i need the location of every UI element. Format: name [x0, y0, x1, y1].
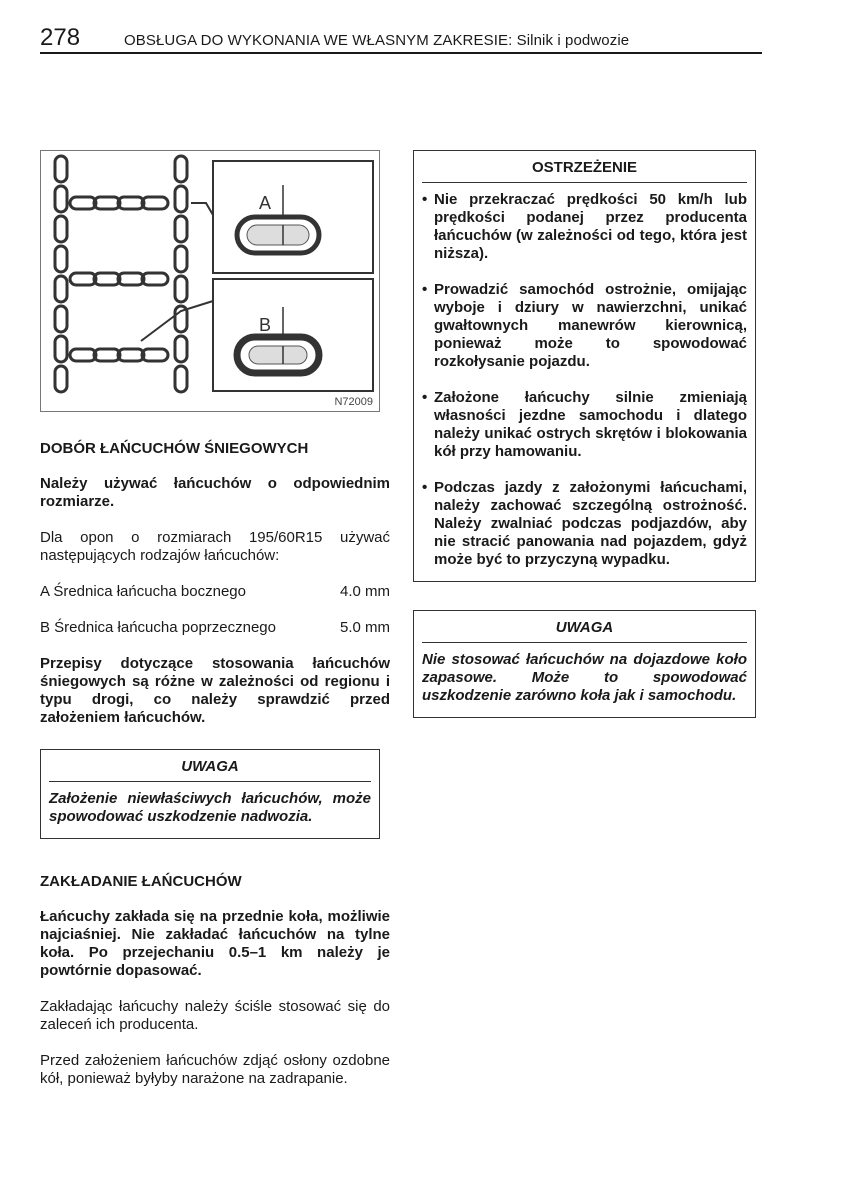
- dimension-value-b: 5.0 mm: [339, 619, 390, 636]
- page-number: 278: [40, 24, 81, 51]
- cross-chain-middle: [70, 273, 168, 285]
- dimension-row-b: [40, 619, 390, 637]
- paragraph-wheel-covers: Przed założeniem łańcuchów zdjąć osłony ozdobne kół, ponieważ byłyby narażone na zadrapanie.: [40, 1052, 390, 1087]
- bullet-icon: •: [422, 281, 428, 298]
- warning-title: OSTRZEŻENIE: [422, 151, 747, 183]
- side-chain-left: [55, 156, 67, 392]
- paragraph-size: Należy używać łańcuchów o odpowiednim rozmiarze.: [40, 475, 390, 510]
- warning-item: • Założone łańcuchy silnie zmieniają własności jezdne samochodu i dlatego należy unikać ostrych skrętów i blokowania kół przy hamowaniu.: [422, 389, 747, 460]
- warning-item: • Prowadzić samochód ostrożnie, omijając wyboje i dziury w nawierzchni, unikać gwałtownych manewrów kierownicą, ponieważ może to spowodować rozkołysanie pojazdu.: [422, 281, 747, 370]
- warning-item: • Nie przekraczać prędkości 50 km/h lub prędkości podanej przez producenta łańcuchów (w zależności od tego, która jest niższa).: [422, 191, 747, 262]
- dimension-label-b: B Średnica łańcucha poprzecznego: [40, 619, 276, 636]
- cross-chain-top: [70, 197, 168, 209]
- header-title: OBSŁUGA DO WYKONANIA WE WŁASNYM ZAKRESIE: Silnik i podwozie: [124, 32, 630, 49]
- section-heading-chain-mounting: ZAKŁADANIE ŁAŃCUCHÓW: [40, 873, 242, 890]
- notice-title: UWAGA: [422, 611, 747, 643]
- paragraph-regulations: Przepisy dotyczące stosowania łańcuchów śniegowych są różne w zależności od regionu i typu drogi, co należy sprawdzić przed założeniem łańcuchów.: [40, 655, 390, 726]
- header-rule: [40, 52, 762, 54]
- bullet-icon: •: [422, 191, 428, 208]
- page-header: [40, 24, 762, 54]
- paragraph-tire-size: Dla opon o rozmiarach 195/60R15 używać następujących rodzajów łańcuchów:: [40, 529, 390, 564]
- warning-item: • Podczas jazdy z założonymi łańcuchami, należy zachować szczególną ostrożność. Należy zwalniać podczas podjazdów, aby nie stracić panowania nad pojazdem, gdyż może być to przyczyną wypadku.: [422, 479, 747, 568]
- notice-title: UWAGA: [49, 750, 371, 782]
- paragraph-front-wheels: Łańcuchy zakłada się na przednie koła, możliwie najciaśniej. Nie zakładać łańcuchów na tylne koła. Po przejechaniu 0.5–1 km należy je powtórnie dopasować.: [40, 908, 390, 979]
- notice-box-body-damage: [40, 749, 380, 839]
- cross-chain-bottom: [70, 349, 168, 361]
- dimension-row-a: [40, 583, 390, 601]
- label-a: A: [259, 193, 272, 213]
- bullet-icon: •: [422, 389, 428, 406]
- warning-box: [413, 150, 756, 582]
- notice-text: Założenie niewłaściwych łańcuchów, może spowodować uszkodzenie nadwozia.: [49, 790, 371, 825]
- right-column: [413, 150, 756, 718]
- figure-code: N72009: [334, 396, 373, 408]
- paragraph-manufacturer: Zakładając łańcuchy należy ściśle stosować się do zaleceń ich producenta.: [40, 998, 390, 1033]
- notice-box-spare-wheel: [413, 610, 756, 718]
- label-b: B: [259, 315, 272, 335]
- chain-diagram: [41, 151, 379, 411]
- bullet-icon: •: [422, 479, 428, 496]
- notice-text: Nie stosować łańcuchów na dojazdowe koło zapasowe. Może to spowodować uszkodzenie zarówno koła jak i samochodu.: [422, 651, 747, 704]
- left-column: [40, 150, 390, 1088]
- side-chain-right: [175, 156, 187, 392]
- dimension-label-a: A Średnica łańcucha bocznego: [40, 583, 246, 600]
- dimension-value-a: 4.0 mm: [339, 583, 390, 600]
- section-heading-chain-selection: DOBÓR ŁAŃCUCHÓW ŚNIEGOWYCH: [40, 440, 309, 457]
- snow-chain-illustration: [40, 150, 380, 412]
